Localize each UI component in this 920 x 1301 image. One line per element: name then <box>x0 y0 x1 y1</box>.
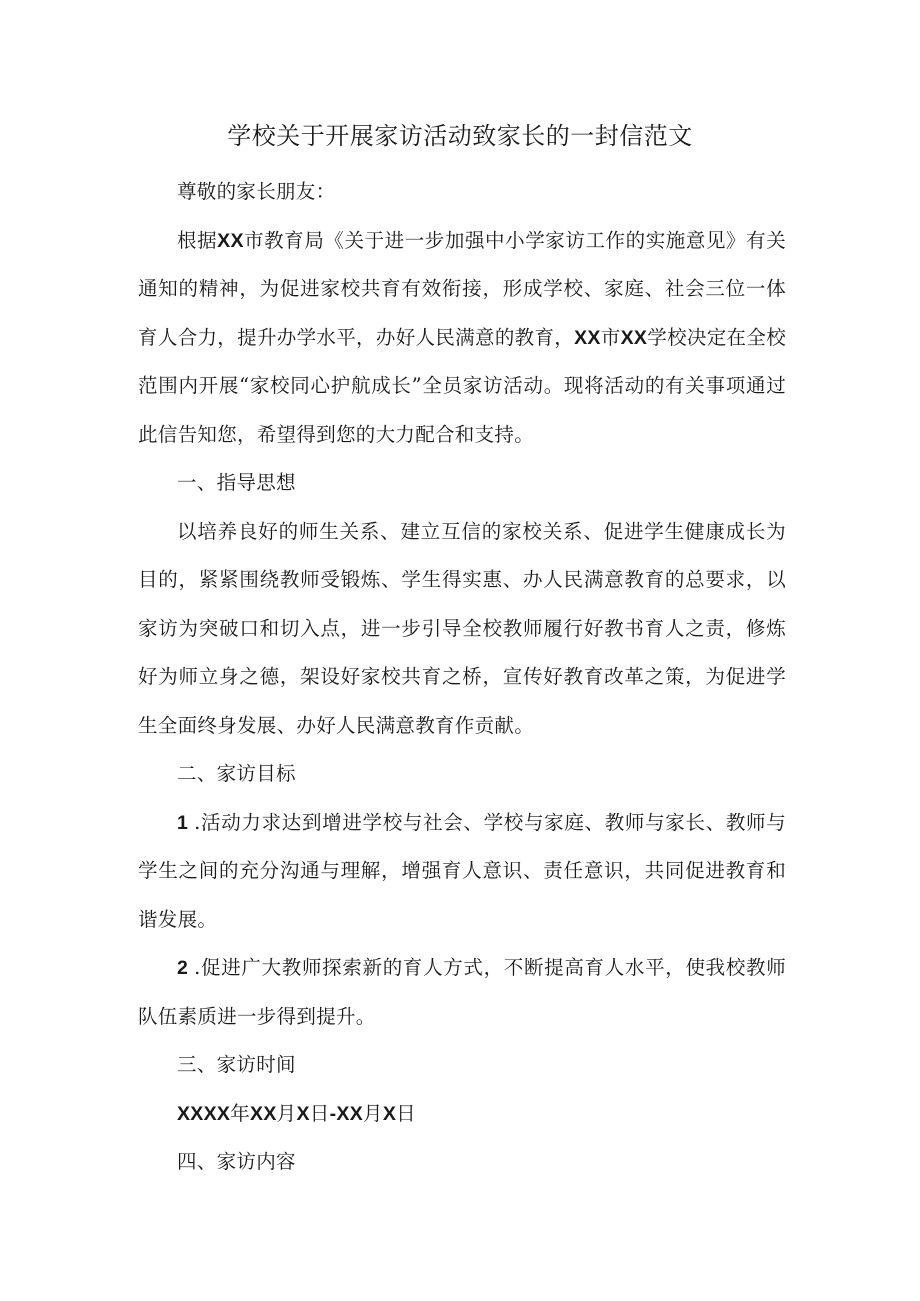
goal-item <box>138 799 786 945</box>
section-heading-guiding-thought: 一、指导思想 <box>177 471 296 494</box>
date-start-day: X <box>296 1102 310 1125</box>
greeting: 尊敬的家长朋友： <box>177 180 336 203</box>
section-heading-visit-goals: 二、家访目标 <box>177 762 296 785</box>
section-heading-visit-content: 四、家访内容 <box>177 1150 296 1173</box>
date-month-unit-2: 月 <box>363 1101 383 1125</box>
date-end-month: -XX <box>329 1102 364 1125</box>
section-heading-visit-time: 三、家访时间 <box>177 1053 296 1076</box>
placeholder-city-2: XX <box>574 326 601 349</box>
intro-text-3: 市 <box>600 325 621 349</box>
section-body-guiding-thought: 以培养良好的师生关系、建立互信的家校关系、促进学生健康成长为目的，紧紧围绕教师受锻炼、学生得实惠、办人民满意教育的总要求，以家访为突破口和切入点，进一步引导全校教师履行好教书育人之责，修炼好为师立身之德，架设好家校共育之桥，宣传好教育改革之策，为促进学生全面终身发展、办好人民满意教育作贡献。 <box>138 519 786 737</box>
date-month-unit: 月 <box>276 1101 297 1125</box>
intro-text-4: 学校决定在全校范围内开展“家校同心护航成长”全员家访活动。现将活动的有关事项通过此信告知您，希望得到您的大力配合和支持。 <box>138 325 786 446</box>
intro-paragraph <box>138 217 786 460</box>
visit-date-range <box>138 1090 786 1139</box>
date-day-unit: 日 <box>309 1101 330 1125</box>
intro-text-1: 根据 <box>177 228 218 252</box>
goal-number: 2 <box>177 957 189 979</box>
intro-text-2: 市教育局《关于进一步加强中小学家访工作的实施意见》有关通知的精神，为促进家校共育有效衔接，形成学校、家庭、社会三位一体育人合力，提升办学水平，办好人民满意的教育， <box>138 228 786 349</box>
date-day-unit-2: 日 <box>396 1101 416 1125</box>
goal-text: .促进广大教师探索新的育人方式，不断提高育人水平，使我校教师队伍素质进一步得到提升。 <box>138 956 786 1028</box>
goal-item <box>138 944 786 1041</box>
placeholder-school: XX <box>620 326 648 349</box>
date-start-month: XX <box>250 1102 277 1125</box>
document-title: 学校关于开展家访活动致家长的一封信范文 <box>227 122 693 150</box>
goal-text: .活动力求达到增进学校与社会、学校与家庭、教师与家长、教师与学生之间的充分沟通与理解，增强育人意识、责任意识，共同促进教育和谐发展。 <box>138 810 786 931</box>
date-year-unit: 年 <box>230 1101 251 1125</box>
document-body <box>138 168 786 1187</box>
placeholder-city: XX <box>217 229 244 252</box>
goal-number: 1 <box>177 811 189 834</box>
date-year: XXXX <box>177 1102 231 1125</box>
date-end-day: X <box>382 1102 397 1125</box>
